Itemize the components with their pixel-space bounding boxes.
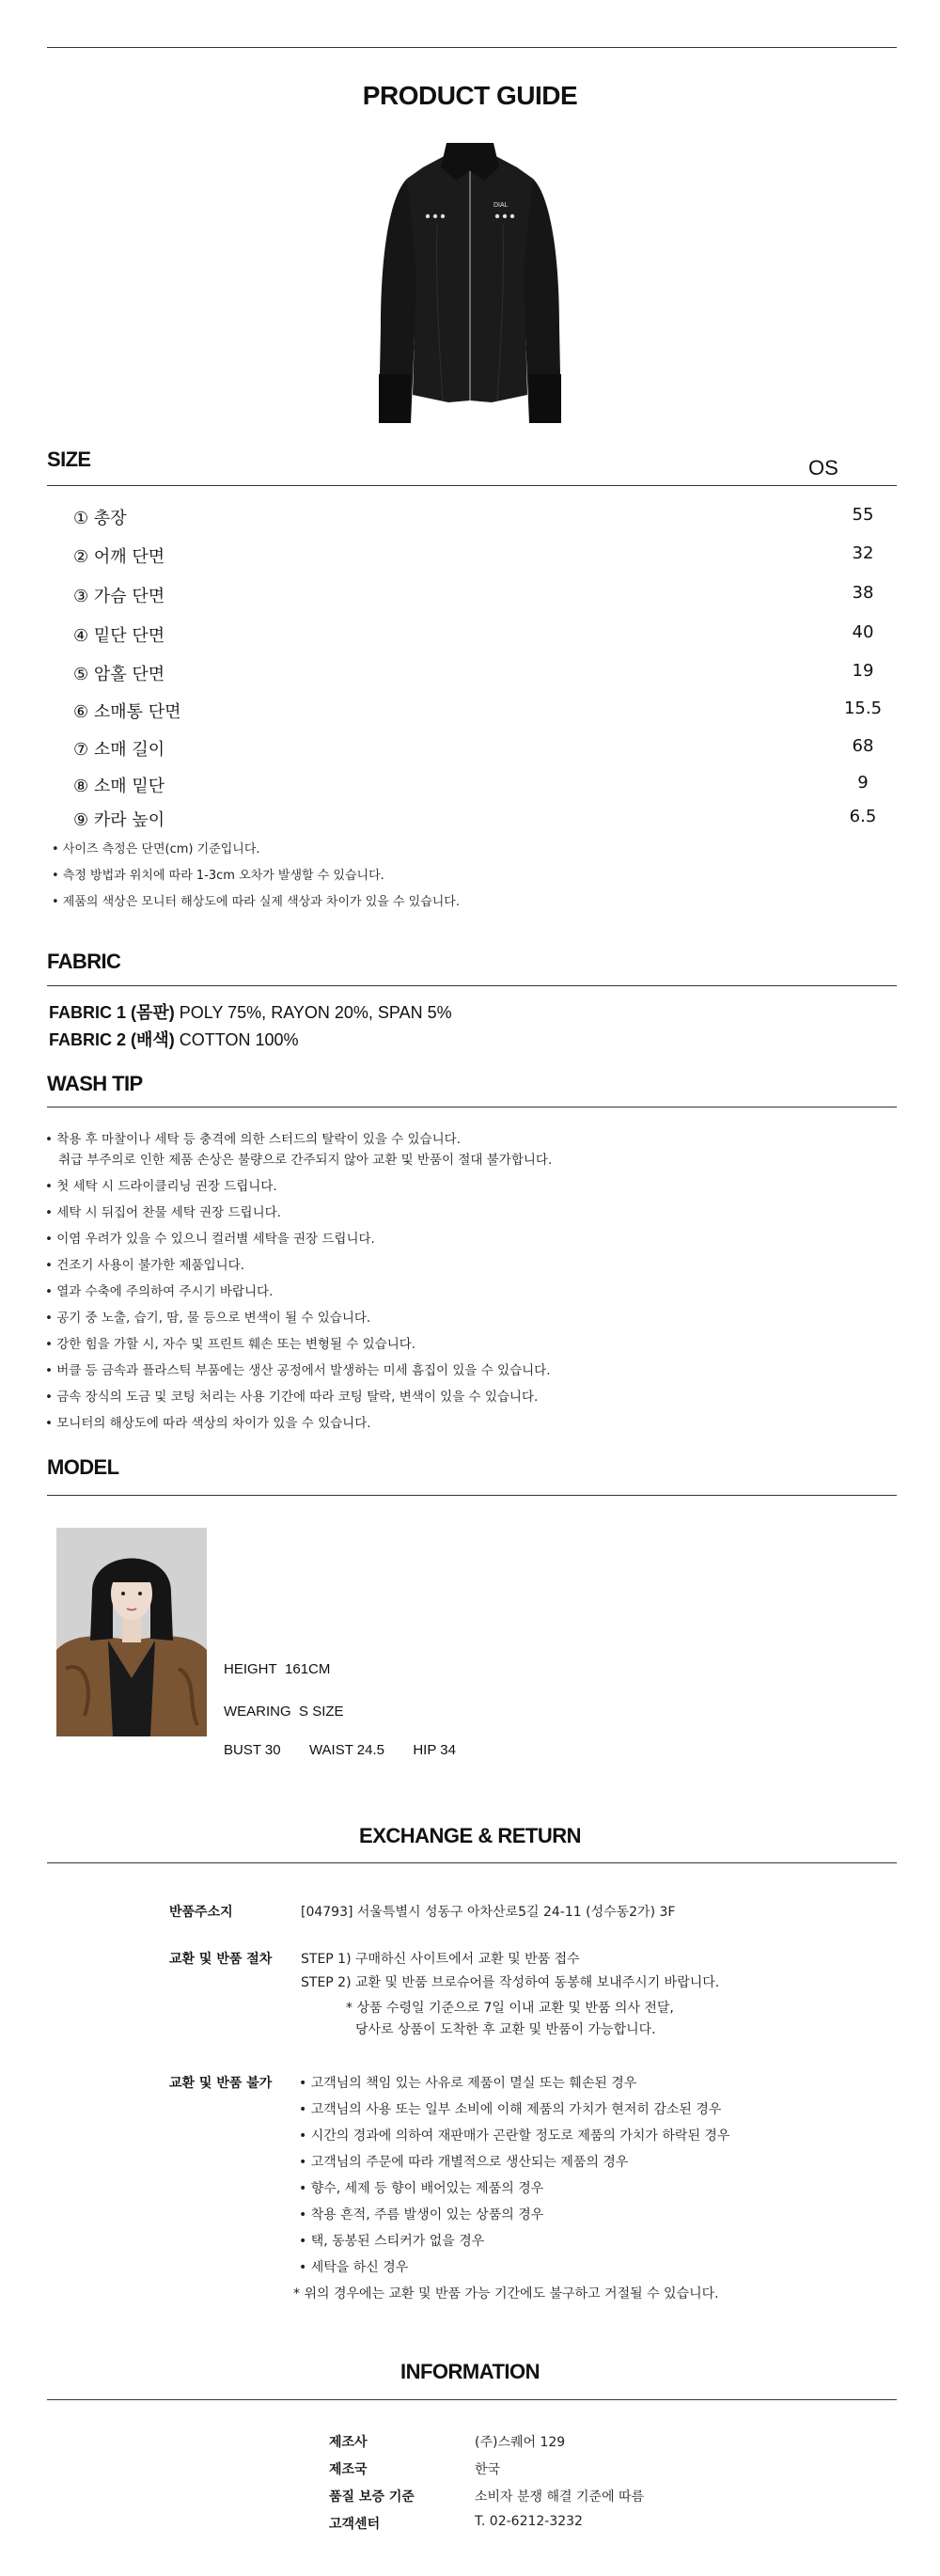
model-waist-value: 24.5 [356,1742,384,1758]
unable-item: • 택, 동봉된 스티커가 없을 경우 [299,2234,485,2249]
info-key-customer-center: 고객센터 [329,2517,381,2532]
top-divider [47,47,897,48]
model-measurements [224,1742,456,1758]
process-note-2: 당사로 상품이 도착한 후 교환 및 반품이 가능합니다. [355,2022,656,2037]
size-row-label: ⑤ 암홀 단면 [73,665,165,684]
wash-tip-item: • 첫 세탁 시 드라이클리닝 권장 드립니다. [45,1179,277,1194]
model-divider [47,1495,897,1496]
size-row-value: 55 [852,505,874,525]
unable-item: • 세탁을 하신 경우 [299,2260,409,2275]
wash-tip-item: 취급 부주의로 인한 제품 손상은 불량으로 간주되지 않아 교환 및 반품이 절대 불가합니다. [58,1153,553,1168]
size-row-label: ④ 밑단 단면 [73,626,165,646]
unable-item: • 고객님의 책임 있는 사유로 제품이 멸실 또는 훼손된 경우 [299,2076,637,2091]
return-address-key: 반품주소지 [169,1905,233,1920]
size-row-label: ① 총장 [73,509,127,528]
size-row-value: 38 [852,583,874,603]
wash-tip-item: • 건조기 사용이 불가한 제품입니다. [45,1258,244,1273]
info-value-country: 한국 [475,2462,501,2477]
model-height [224,1661,330,1677]
size-row [73,583,874,611]
info-value-warranty: 소비자 분쟁 해결 기준에 따름 [475,2490,645,2505]
unable-item: • 착용 흔적, 주름 발생이 있는 상품의 경우 [299,2207,544,2223]
size-row [73,807,877,835]
size-row [73,505,874,533]
jacket-logo: DIAL [494,202,509,209]
unable-item: • 시간의 경과에 의하여 재판매가 곤란할 정도로 제품의 가치가 하락된 경우 [299,2128,730,2144]
information-title: INFORMATION [400,2360,540,2383]
product-guide-title: PRODUCT GUIDE [362,81,578,110]
info-key-country: 제조국 [329,2462,368,2477]
model-wearing-value: S SIZE [299,1704,344,1720]
size-row [73,543,874,572]
size-row-value: 19 [852,661,874,681]
fabric-1-label: FABRIC 1 (몸판) [49,1003,175,1022]
unable-item: * 위의 경우에는 교환 및 반품 가능 기간에도 불구하고 거절될 수 있습니다. [293,2286,719,2301]
size-row-value: 40 [852,622,874,642]
process-key: 교환 및 반품 절차 [169,1952,273,1967]
process-note-1: * 상품 수령일 기준으로 7일 이내 교환 및 반품 의사 전달, [346,2001,674,2016]
info-key-warranty: 품질 보증 기준 [329,2490,415,2505]
fabric-1 [49,999,452,1024]
size-row-label: ③ 가슴 단면 [73,587,165,606]
size-row-value: 6.5 [849,807,877,826]
unable-item: • 고객님의 주문에 따라 개별적으로 생산되는 제품의 경우 [299,2155,629,2170]
model-height-value: 161CM [285,1661,331,1677]
process-step-1: STEP 1) 구매하신 사이트에서 교환 및 반품 접수 [301,1952,580,1967]
wash-tip-item: • 버클 등 금속과 플라스틱 부품에는 생산 공정에서 발생하는 미세 흠집이 있을 수 있습니다. [45,1363,551,1378]
wash-tip-title: WASH TIP [47,1072,143,1095]
info-value-maker: (주)스퀘어 129 [475,2435,566,2450]
wash-tip-item: • 강한 힘을 가할 시, 자수 및 프린트 훼손 또는 변형될 수 있습니다. [45,1337,416,1352]
size-row [73,622,874,651]
fabric-title: FABRIC [47,950,121,973]
wash-tip-item: • 이염 우려가 있을 수 있으니 컬러별 세탁을 권장 드립니다. [45,1232,375,1247]
exchange-divider [47,1862,897,1863]
size-column-os: OS [808,456,838,479]
size-row-value: 32 [852,543,874,563]
size-row-label: ⑨ 카라 높이 [73,810,165,830]
wash-tip-item: • 열과 수축에 주의하여 주시기 바랍니다. [45,1284,274,1299]
info-key-maker: 제조사 [329,2435,368,2450]
size-row-label: ② 어깨 단면 [73,547,165,567]
wash-tip-item: • 착용 후 마찰이나 세탁 등 충격에 의한 스터드의 탈락이 있을 수 있습니다. [45,1132,461,1147]
model-height-label: HEIGHT [224,1661,277,1677]
size-row-value: 68 [852,736,874,756]
model-title: MODEL [47,1455,119,1479]
size-row [73,699,883,727]
wash-tip-item: • 세탁 시 뒤집어 찬물 세탁 권장 드립니다. [45,1205,281,1220]
size-row-label: ⑧ 소매 밑단 [73,777,165,796]
size-note: • 측정 방법과 위치에 따라 1-3cm 오차가 발생할 수 있습니다. [52,869,384,883]
size-title: SIZE [47,448,91,471]
size-row-label: ⑦ 소매 길이 [73,740,165,760]
size-divider [47,485,897,486]
info-value-customer-center: T. 02-6212-3232 [475,2514,583,2529]
unable-key: 교환 및 반품 불가 [169,2076,273,2091]
size-row-value: 15.5 [843,699,883,718]
size-row-value: 9 [857,773,869,793]
size-row [73,661,874,689]
return-address-value: [04793] 서울특별시 성동구 아차산로5길 24-11 (성수동2가) 3F [301,1905,676,1920]
fabric-divider [47,985,897,986]
size-row [73,773,869,801]
model-hip-value: 34 [440,1742,456,1758]
model-wearing [224,1704,344,1720]
wash-tip-item: • 공기 중 노출, 습기, 땀, 물 등으로 변색이 될 수 있습니다. [45,1311,371,1326]
unable-item: • 고객님의 사용 또는 일부 소비에 이해 제품의 가치가 현저히 감소된 경우 [299,2102,722,2117]
model-wearing-label: WEARING [224,1704,291,1720]
fabric-1-value: POLY 75%, RAYON 20%, SPAN 5% [179,1003,452,1022]
exchange-title: EXCHANGE & RETURN [359,1824,581,1847]
wash-tip-item: • 금속 장식의 도금 및 코팅 처리는 사용 기간에 따라 코팅 탈락, 변색이 있을 수 있습니다. [45,1390,539,1405]
size-row [73,736,874,764]
unable-item: • 향수, 세제 등 향이 배어있는 제품의 경우 [299,2181,544,2196]
fabric-2-label: FABRIC 2 (배색) [49,1030,175,1049]
model-waist-label: WAIST [308,1742,353,1758]
fabric-2-value: COTTON 100% [179,1030,299,1049]
size-row-label: ⑥ 소매통 단면 [73,702,181,722]
jacket-image [352,139,588,431]
size-notes [52,837,460,916]
model-bust-label: BUST [224,1742,261,1758]
model-hip-label: HIP [413,1742,437,1758]
information-divider [47,2399,897,2400]
model-photo [56,1528,207,1736]
model-bust-value: 30 [264,1742,281,1758]
process-step-2: STEP 2) 교환 및 반품 브로슈어를 작성하여 동봉해 보내주시기 바랍니다. [301,1975,720,1990]
size-note: • 제품의 색상은 모니터 해상도에 따라 실제 색상과 차이가 있을 수 있습니다. [52,895,460,909]
wash-tip-item: • 모니터의 해상도에 따라 색상의 차이가 있을 수 있습니다. [45,1416,371,1431]
size-note: • 사이즈 측정은 단면(cm) 기준입니다. [52,842,260,856]
fabric-2 [49,1027,299,1051]
